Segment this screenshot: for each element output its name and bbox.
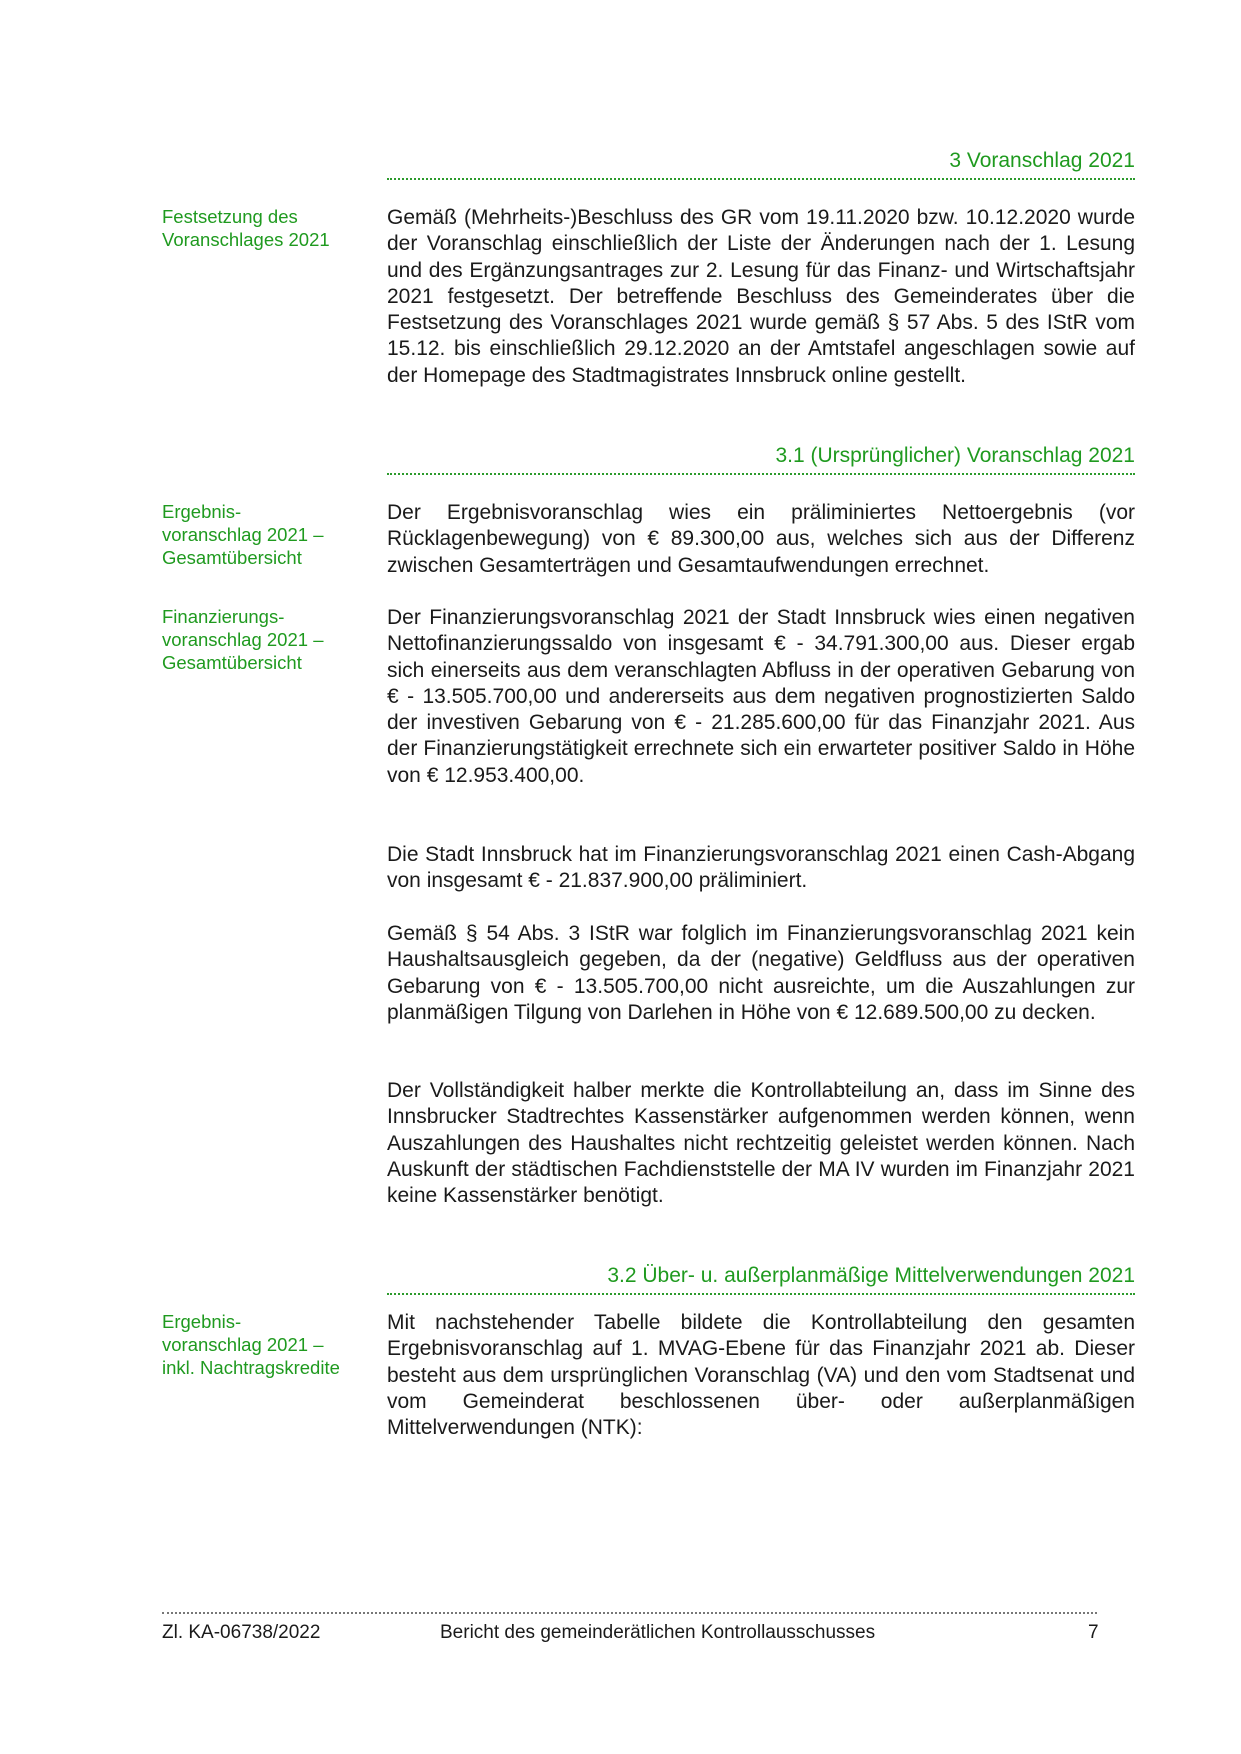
sidenote-finanzierungsvoranschlag	[162, 605, 377, 674]
paragraph-festsetzung: Gemäß (Mehrheits-)Beschluss des GR vom 19.11.2020 bzw. 10.12.2020 wurde der Voranschlag einschließlich der Liste der Änderungen nach der 1. Lesung und des Ergänzungsantrages zur 2. Lesung für das Finanz- und Wirtschaftsjahr 2021 festgesetzt. Der betreffende Beschluss des Gemeinderates über die Festsetzung des Voranschlages 2021 wurde gemäß § 57 Abs. 5 des IStR vom 15.12. bis einschließlich 29.12.2020 an der Amtstafel angeschlagen sowie auf der Homepage des Stadtmagistrates Innsbruck online gestellt.	[387, 206, 1135, 387]
sidenote-line: voranschlag 2021 –	[162, 1334, 324, 1355]
sidenote-line: Ergebnis-	[162, 1311, 242, 1332]
sidenote-line: Festsetzung des	[162, 206, 298, 227]
section-heading-3-2: 3.2 Über- u. außerplanmäßige Mittelverwendungen 2021	[387, 1263, 1135, 1295]
sidenote-line: inkl. Nachtragskredite	[162, 1357, 340, 1378]
paragraph-haushaltsausgleich: Gemäß § 54 Abs. 3 IStR war folglich im Finanzierungsvoranschlag 2021 kein Haushaltsausgleich gegeben, da der (negative) Geldfluss aus der operativen Gebarung von € - 13.505.700,00 nicht ausreichte, um die Auszahlungen zur planmäßigen Tilgung von Darlehen in Höhe von € 12.689.500,00 zu decken.	[387, 922, 1135, 1024]
paragraph-kassenstaerker: Der Vollständigkeit halber merkte die Kontrollabteilung an, dass im Sinne des Innsbrucker Stadtrechtes Kassenstärker aufgenommen werden können, wenn Auszahlungen des Haushaltes nicht rechtzeitig geleistet werden können. Nach Auskunft der städtischen Fachdienststelle der MA IV wurden im Finanzjahr 2021 keine Kassenstärker benötigt.	[387, 1079, 1135, 1208]
section-heading-3-1: 3.1 (Ursprünglicher) Voranschlag 2021	[387, 443, 1135, 475]
footer-title: Bericht des gemeinderätlichen Kontrollausschusses	[440, 1622, 876, 1643]
section-heading-3: 3 Voranschlag 2021	[387, 148, 1135, 180]
paragraph-ergebnisvoranschlag: Der Ergebnisvoranschlag wies ein präliminiertes Nettoergebnis (vor Rücklagenbewegung) von € 89.300,00 aus, welches sich aus der Differenz zwischen Gesamterträgen und Gesamtaufwendungen errechnet.	[387, 501, 1135, 577]
sidenote-line: Ergebnis-	[162, 501, 242, 522]
sidenote-line: voranschlag 2021 –	[162, 524, 324, 545]
sidenote-line: Finanzierungs-	[162, 606, 285, 627]
sidenote-line: Voranschlages 2021	[162, 229, 330, 250]
footer-reference: Zl. KA-06738/2022	[162, 1622, 321, 1643]
paragraph-mittelverwendungen: Mit nachstehender Tabelle bildete die Kontrollabteilung den gesamten Ergebnisvoranschlag auf 1. MVAG-Ebene für das Finanzjahr 2021 ab. Dieser besteht aus dem ursprünglichen Voranschlag (VA) und den vom Stadtsenat und vom Gemeinderat beschlossenen über- oder außerplanmäßigen Mittelverwendungen (NTK):	[387, 1311, 1135, 1440]
sidenote-line: voranschlag 2021 –	[162, 629, 324, 650]
sidenote-ergebnis-nachtragskredite	[162, 1310, 377, 1379]
footer-divider	[162, 1612, 1097, 1614]
sidenote-line: Gesamtübersicht	[162, 547, 302, 568]
footer-page-number: 7	[1088, 1622, 1099, 1643]
paragraph-finanzierungsvoranschlag: Der Finanzierungsvoranschlag 2021 der Stadt Innsbruck wies einen negativen Nettofinanzierungssaldo von insgesamt € - 34.791.300,00 aus. Dieser ergab sich einerseits aus dem veranschlagten Abfluss in der operativen Gebarung von € - 13.505.700,00 und andererseits aus dem negativen prognostizierten Saldo der investiven Gebarung von € - 21.285.600,00 für das Finanzjahr 2021. Aus der Finanzierungstätigkeit errechnete sich ein erwarteter positiver Saldo in Höhe von € 12.953.400,00.	[387, 606, 1135, 787]
sidenote-line: Gesamtübersicht	[162, 652, 302, 673]
paragraph-cash-abgang: Die Stadt Innsbruck hat im Finanzierungsvoranschlag 2021 einen Cash-Abgang von insgesamt € - 21.837.900,00 präliminiert.	[387, 843, 1135, 893]
sidenote-festsetzung	[162, 205, 377, 251]
sidenote-ergebnisvoranschlag	[162, 500, 377, 569]
